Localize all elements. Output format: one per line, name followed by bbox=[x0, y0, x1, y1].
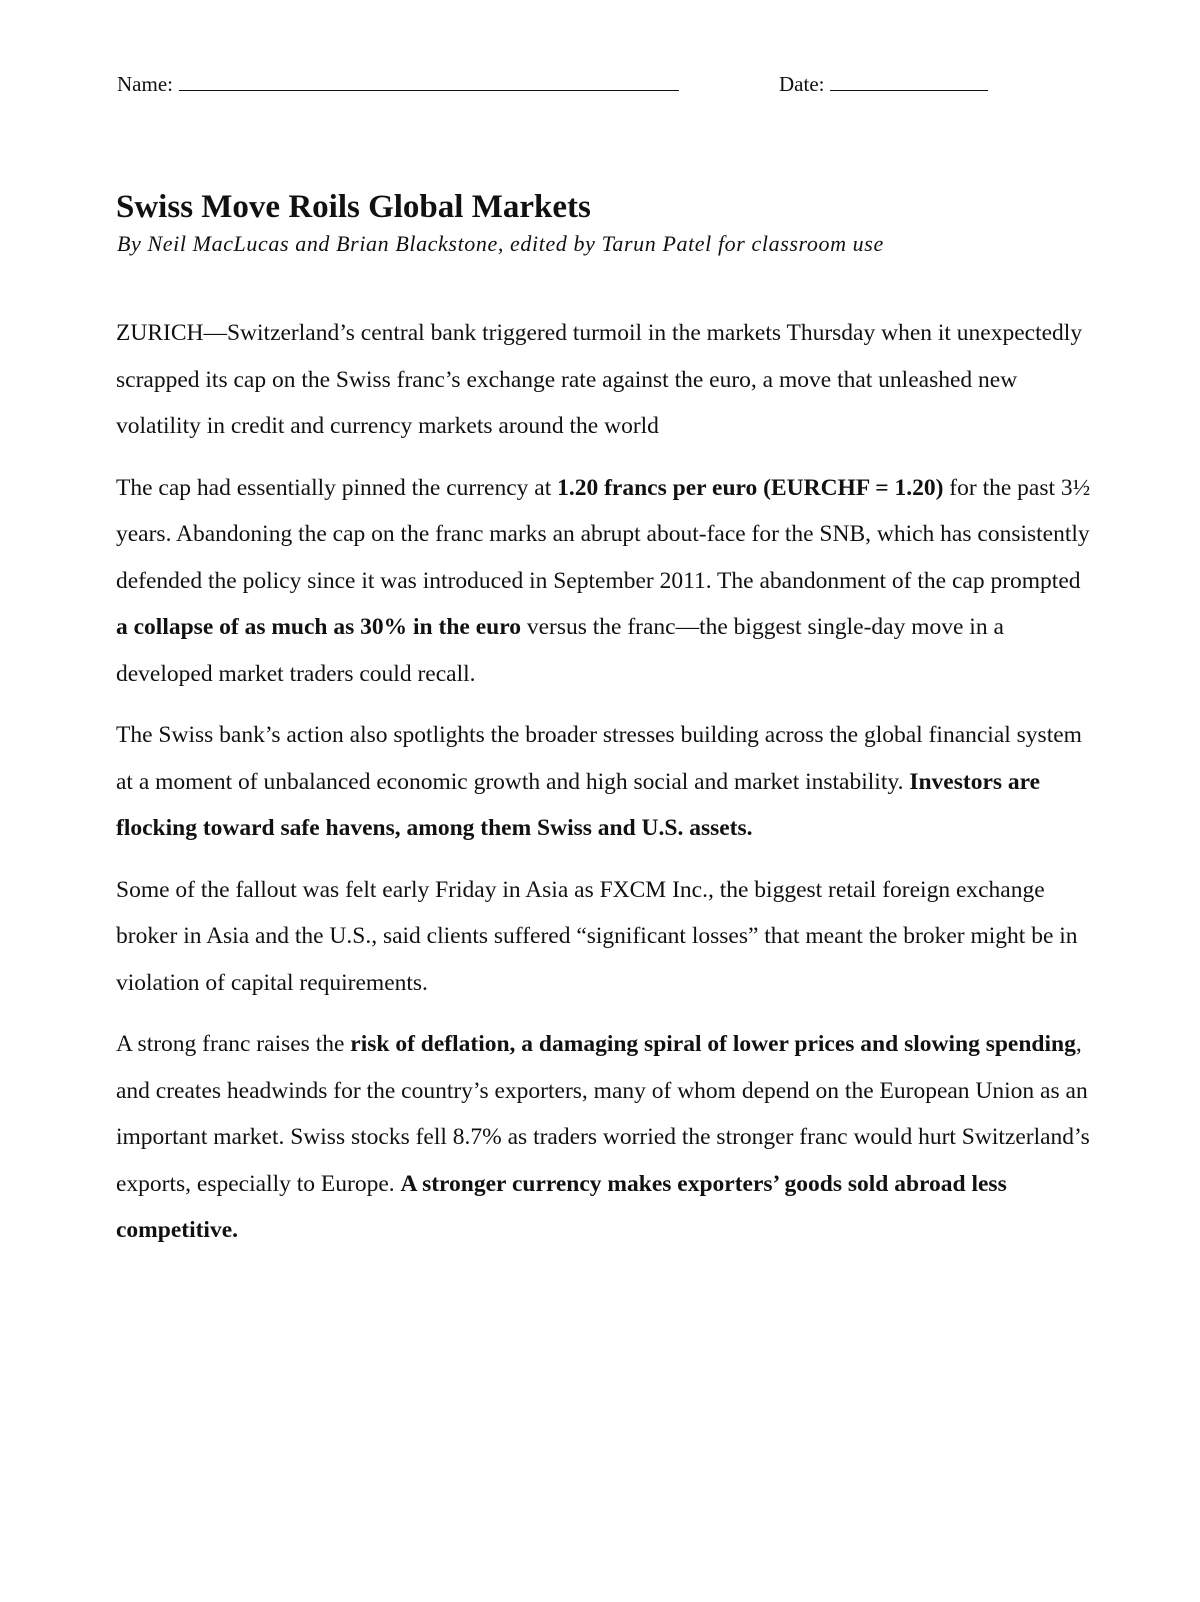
article-byline: By Neil MacLucas and Brian Blackstone, edited by Tarun Patel for classroom use bbox=[117, 231, 884, 256]
paragraph-5-bold-1: risk of deflation, a damaging spiral of lower prices and slowing spending bbox=[350, 1031, 1076, 1057]
paragraph-5-text-2: , and creates headwinds for the country’s exporters, many of whom depend on the European Union as an important market. Swiss stocks fell 8.7% as traders worried the stronger franc would hurt Switzerland’s exports, especially to Europe. bbox=[116, 1031, 1090, 1197]
article-body bbox=[116, 310, 1091, 1269]
paragraph-3-text-1: The Swiss bank’s action also spotlights the broader stresses building across the global financial system at a moment of unbalanced economic growth and high social and market instability. bbox=[116, 722, 1082, 795]
paragraph-1-text: ZURICH—Switzerland’s central bank triggered turmoil in the markets Thursday when it unexpectedly scrapped its cap on the Swiss franc’s exchange rate against the euro, a move that unleashed new volatility in credit and currency markets around the world bbox=[116, 320, 1083, 439]
paragraph-2-text-2: for the past 3½ years. Abandoning the cap on the franc marks an abrupt about-face for the SNB, which has consistently defended the policy since it was introduced in September 2011. The abandonment of the cap prompted bbox=[116, 474, 1091, 594]
name-blank-line bbox=[179, 72, 679, 91]
paragraph-5-bold-2: A stronger currency makes exporters’ goods sold abroad less competitive. bbox=[116, 1170, 1007, 1243]
paragraph-5 bbox=[116, 1021, 1091, 1254]
date-label: Date: bbox=[779, 72, 825, 96]
paragraph-3-bold-1: Investors are flocking toward safe havens, among them Swiss and U.S. assets. bbox=[116, 768, 1041, 841]
date-blank-line bbox=[830, 72, 988, 91]
name-label: Name: bbox=[117, 72, 173, 96]
paragraph-2-bold-2: a collapse of as much as 30% in the euro bbox=[116, 614, 521, 640]
paragraph-4-text-1: Some of the fallout was felt early Friday in Asia as FXCM Inc., the biggest retail foreign exchange broker in Asia and the U.S., said clients suffered “significant losses” that meant the broker might be in violation of capital requirements. bbox=[116, 876, 1078, 996]
paragraph-4 bbox=[116, 867, 1091, 1007]
article-title: Swiss Move Roils Global Markets bbox=[116, 189, 591, 225]
paragraph-2-bold-1: 1.20 francs per euro (EURCHF = 1.20) bbox=[557, 474, 944, 501]
paragraph-5-text-1: A strong franc raises the bbox=[116, 1031, 351, 1057]
header-fields bbox=[117, 70, 1077, 98]
paragraph-2-text-3: versus the franc—the biggest single-day move in a developed market traders could recall. bbox=[116, 614, 1004, 687]
paragraph-3 bbox=[116, 712, 1091, 852]
paragraph-2-text-1: The cap had essentially pinned the currency at bbox=[116, 474, 558, 501]
paragraph-2 bbox=[116, 465, 1091, 698]
date-field bbox=[779, 70, 988, 98]
paragraph-1 bbox=[116, 310, 1091, 450]
